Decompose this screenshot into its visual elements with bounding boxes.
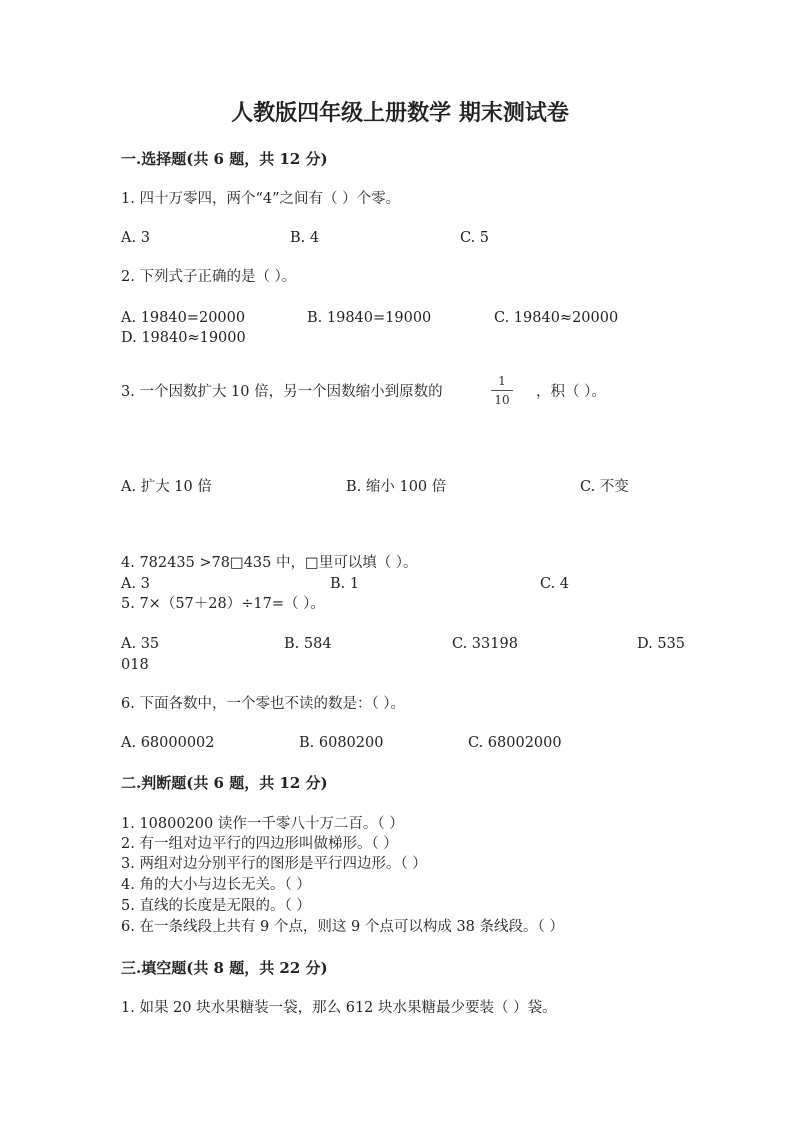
q5-option-b: B. 584 — [284, 636, 332, 652]
judge-item-4: 4. 角的大小与边长无关。（ ） — [121, 877, 311, 893]
fraction-denominator: 10 — [494, 393, 510, 407]
q6-option-c: C. 68002000 — [468, 735, 562, 751]
q4-stem: 4. 782435 >78□435 中，□里可以填（ ）。 — [121, 555, 418, 571]
q3-option-a: A. 扩大 10 倍 — [121, 479, 212, 495]
q3-stem-after: ，积（ ）。 — [536, 384, 606, 400]
q3-fraction — [491, 374, 513, 407]
fraction-numerator: 1 — [498, 374, 506, 388]
q3-option-b: B. 缩小 100 倍 — [346, 479, 447, 495]
q4-option-a: A. 3 — [121, 576, 150, 592]
q5-option-a: A. 35 — [121, 636, 160, 652]
q5-option-c: C. 33198 — [452, 636, 518, 652]
q2-option-a: A. 19840=20000 — [121, 310, 246, 326]
q5-stem: 5. 7×（57＋28）÷17=（ ）。 — [121, 596, 325, 612]
q2-option-c: C. 19840≈20000 — [494, 310, 619, 326]
q1-option-a: A. 3 — [121, 230, 150, 246]
q2-stem: 2. 下列式子正确的是（ ）。 — [121, 269, 297, 285]
q5-option-d-line1: D. 535 — [637, 636, 686, 652]
q2-option-d: D. 19840≈19000 — [121, 330, 246, 346]
q1-option-b: B. 4 — [290, 230, 320, 246]
judge-item-1: 1. 10800200 读作一千零八十万二百。（ ） — [121, 816, 404, 832]
q1-option-c: C. 5 — [460, 230, 490, 246]
q5-option-d-line2: 018 — [121, 657, 149, 673]
q1-stem: 1. 四十万零四，两个“4”之间有（ ）个零。 — [121, 191, 401, 207]
judge-item-2: 2. 有一组对边平行的四边形叫做梯形。（ ） — [121, 836, 398, 852]
judge-item-5: 5. 直线的长度是无限的。（ ） — [121, 898, 311, 914]
judge-item-6: 6. 在一条线段上共有 9 个点，则这 9 个点可以构成 38 条线段。（ ） — [121, 919, 564, 935]
q3-option-c: C. 不变 — [580, 479, 629, 495]
q4-option-b: B. 1 — [330, 576, 360, 592]
page-title: 人教版四年级上册数学 期末测试卷 — [231, 100, 569, 126]
section-heading-choice: 一.选择题(共 6 题，共 12 分) — [121, 150, 328, 168]
section-heading-fill-blank: 三.填空题(共 8 题，共 22 分) — [121, 959, 328, 977]
fill-q1-stem: 1. 如果 20 块水果糖装一袋，那么 612 块水果糖最少要装（ ）袋。 — [121, 1000, 557, 1016]
q6-option-b: B. 6080200 — [299, 735, 384, 751]
q6-option-a: A. 68000002 — [121, 735, 215, 751]
q6-stem: 6. 下面各数中，一个零也不读的数是：（ ）。 — [121, 696, 406, 712]
q4-option-c: C. 4 — [540, 576, 570, 592]
fraction-bar — [491, 390, 513, 391]
section-heading-judgement: 二.判断题(共 6 题，共 12 分) — [121, 774, 328, 792]
judge-item-3: 3. 两组对边分别平行的图形是平行四边形。（ ） — [121, 856, 427, 872]
q2-option-b: B. 19840=19000 — [307, 310, 432, 326]
q3-stem-before: 3. 一个因数扩大 10 倍，另一个因数缩小到原数的 — [121, 384, 443, 400]
